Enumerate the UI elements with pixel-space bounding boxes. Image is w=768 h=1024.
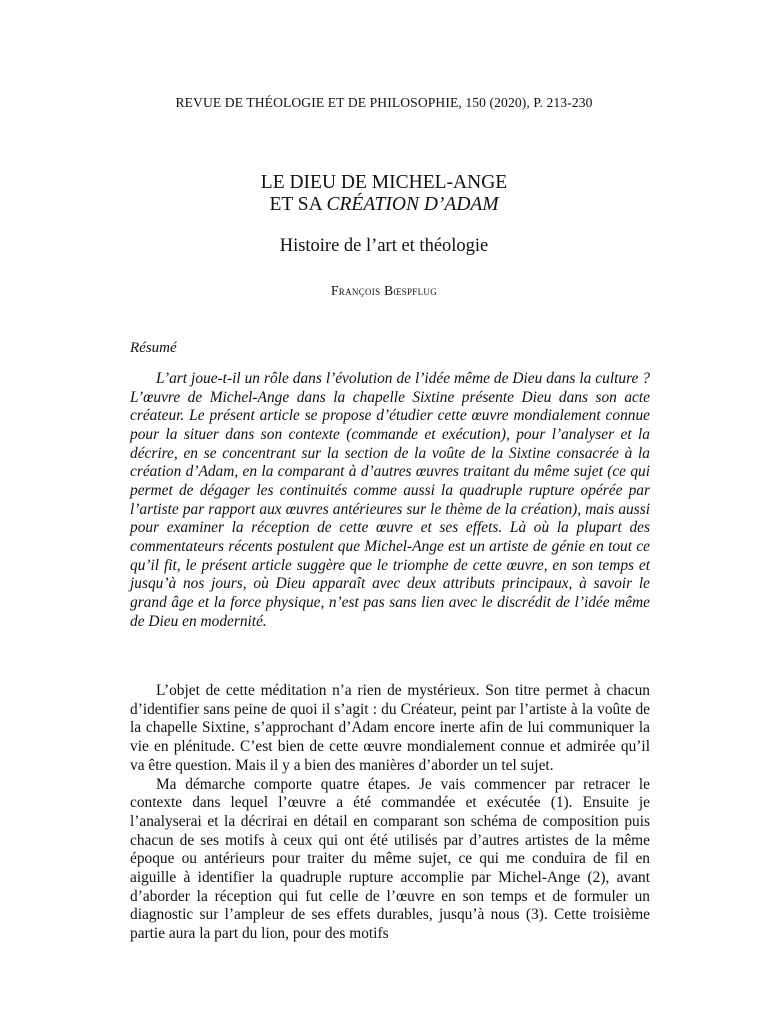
abstract-label: Résumé	[130, 340, 177, 356]
author-name: François Bœspflug	[330, 283, 437, 298]
article-title	[0, 172, 768, 216]
running-head: REVUE DE THÉOLOGIE ET DE PHILOSOPHIE, 150 (2020), P. 213-230	[175, 95, 593, 110]
body-paragraph: Ma démarche comporte quatre étapes. Je vais commencer par retracer le contexte dans lequel l’œuvre a été commandée et exécutée (1). Ensuite je l’analyserai et la décrirai en détail en comparant son schéma de composition puis chacun de ses motifs à ceux qui ont été utilisés par d’autres artistes de la même époque ou antérieurs pour traiter du même sujet, ce qui me conduira de fil en aiguille à identifier la quadruple rupture accomplie par Michel-Ange (2), avant d’aborder la réception qui fut celle de l’œuvre en son temps et de formuler un diagnostic sur l’ampleur de ses effets durables, jusqu’à nous (3). Cette troisième partie aura la part du lion, pour des motifs	[130, 775, 650, 943]
title-line-2	[0, 194, 768, 216]
body-paragraph: L’objet de cette méditation n’a rien de mystérieux. Son titre permet à chacun d’identifier sans peine de quoi il s’agit : du Créateur, peint par l’artiste à la voûte de la chapelle Sixtine, s’approchant d’Adam encore inerte afin de lui communiquer la vie en plénitude. C’est bien de cette œuvre mondialement connue et admirée qu’il va être question. Mais il y a bien des manières d’aborder un tel sujet.	[130, 682, 650, 774]
title-line-2-prefix: ET SA	[269, 194, 327, 215]
article-subtitle: Histoire de l’art et théologie	[279, 236, 489, 256]
title-line-1: LE DIEU DE MICHEL-ANGE	[260, 172, 508, 193]
abstract-text: L’art joue-t-il un rôle dans l’évolution de l’idée même de Dieu dans la culture ? L’œuvre de Michel-Ange dans la chapelle Sixtine présente Dieu dans son acte créateur. Le présent article se propose d’étudier cette œuvre mondialement connue pour la situer dans son contexte (commande et exécution), pour l’analyser et la décrire, en se concentrant sur la section de la voûte de la Sixtine consacrée à la création d’Adam, en la comparant à d’autres œuvres traitant du même sujet (ce qui permet de dégager les continuités comme aussi la quadruple rupture opérée par l’artiste par rapport aux œuvres antérieures sur le thème de la création), mais aussi pour examiner la réception de cette œuvre et ses effets. Là où la plupart des commentateurs récents postulent que Michel-Ange est un artiste de génie en tout ce qu’il fit, le présent article suggère que le triomphe de cette œuvre, en son temps et jusqu’à nos jours, où Dieu apparaît avec deux attributs principaux, à savoir le grand âge et la force physique, n’est pas sans lien avec le discrédit de l’idée même de Dieu en modernité.	[130, 370, 650, 630]
body-text	[130, 682, 650, 944]
title-line-2-italic: CRÉATION D’ADAM	[326, 194, 499, 215]
